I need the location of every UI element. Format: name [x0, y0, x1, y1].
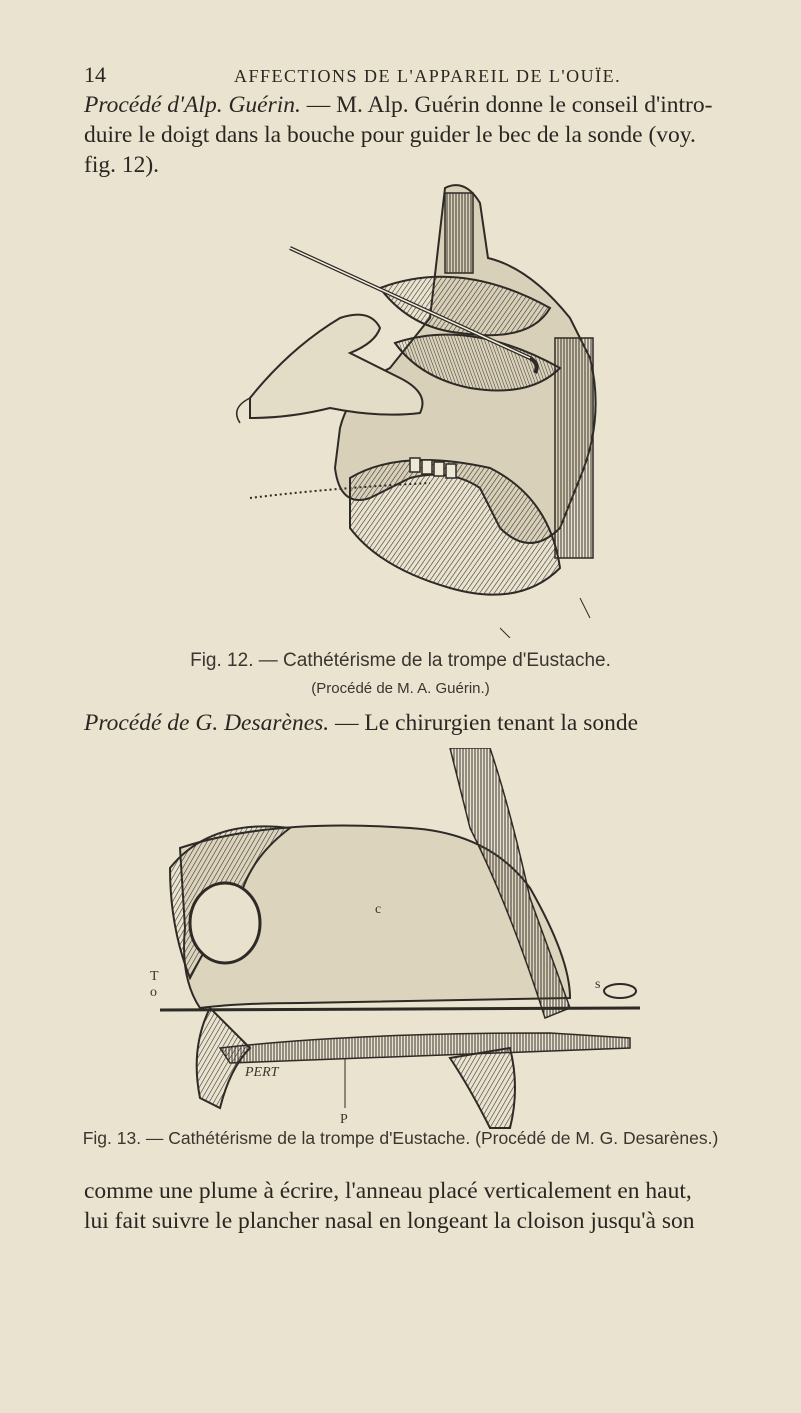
figure-12-engraving [230, 168, 630, 638]
running-title: AFFECTIONS DE L'APPAREIL DE L'OUÏE. [234, 66, 622, 86]
paragraph-text: — Le chirurgien tenant la sonde [329, 710, 639, 736]
label-p: P [340, 1112, 348, 1127]
figure-12-subcaption: (Procédé de M. A. Guérin.) [311, 680, 490, 697]
paragraph-text: — M. Alp. Guérin donne le conseil d'intro- [300, 92, 713, 118]
running-header [84, 62, 784, 92]
label-s: s [595, 977, 601, 992]
label-o: o [150, 985, 157, 1000]
label-pert: PERT [245, 1065, 279, 1080]
paragraph-text: lui fait suivre le plancher nasal en longeant la cloison jusqu'à son [84, 1208, 695, 1234]
paragraph-continuation [84, 1176, 774, 1236]
procedure-title-desarenes: Procédé de G. Desarènes. [84, 710, 330, 736]
figure-12-caption: Fig. 12. — Cathétérisme de la trompe d'Eustache. [190, 650, 611, 671]
procedure-title-guerin: Procédé d'Alp. Guérin. [84, 92, 301, 118]
label-c: c [375, 902, 382, 917]
paragraph-text: duire le doigt dans la bouche pour guider le bec de la sonde (voy. [84, 122, 696, 148]
paragraph-guerin [84, 90, 774, 180]
paragraph-desarenes [84, 708, 774, 738]
figure-13-caption: Fig. 13. — Cathétérisme de la trompe d'Eustache. (Procédé de M. G. Desarènes.) [82, 1128, 719, 1148]
paragraph-text: comme une plume à écrire, l'anneau placé verticalement en haut, [84, 1178, 692, 1204]
figure-13-engraving [150, 748, 650, 1133]
paragraph-text: fig. 12). [84, 152, 160, 178]
page-number: 14 [84, 62, 106, 87]
label-t: T [150, 969, 159, 984]
